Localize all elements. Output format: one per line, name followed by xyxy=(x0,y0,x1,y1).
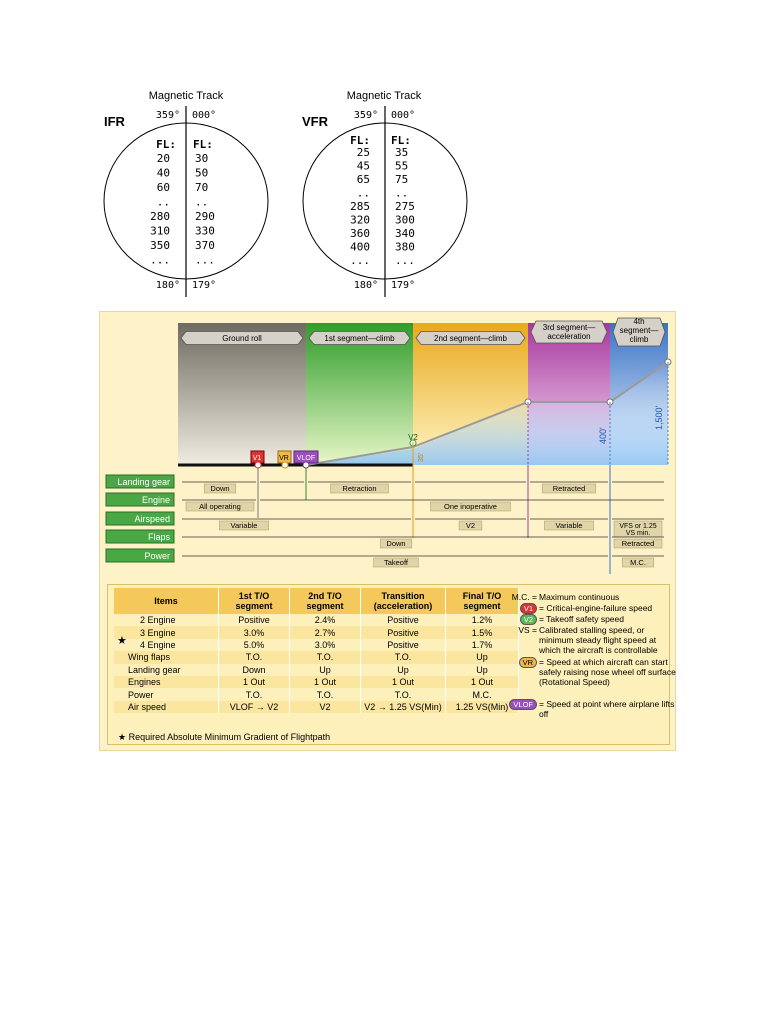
ifr-right-value: 70 xyxy=(195,181,209,194)
definition-symbol: V1 xyxy=(505,603,537,614)
vfr-right-value: 55 xyxy=(395,159,409,173)
phase-span-label: Down xyxy=(386,539,406,548)
table-header: Items xyxy=(114,588,219,614)
phase-row-label: Flaps xyxy=(147,532,170,542)
ifr-bottom-right: 179° xyxy=(192,280,217,291)
phase-span-label: Takeoff xyxy=(383,558,409,567)
ifr-left-value: 280 xyxy=(150,210,170,223)
definition-text: Maximum continuous xyxy=(539,592,620,602)
phase-span-label: Variable xyxy=(555,521,583,530)
phase-row-label: Power xyxy=(144,551,170,561)
table-row xyxy=(114,651,519,663)
vfr-label: VFR xyxy=(302,114,328,129)
ifr-right-value: .. xyxy=(195,195,209,209)
ifr-left-value: .. xyxy=(156,195,170,209)
table-cell: 1 Out xyxy=(361,676,446,688)
table-cell: 1.2% xyxy=(446,614,519,626)
phase-span-label: M.C. xyxy=(630,558,646,567)
table-row xyxy=(114,626,519,638)
v1-marker-label: V1 xyxy=(252,455,262,462)
vfr-left-value: 360 xyxy=(350,227,370,240)
footnote: ★ Required Absolute Minimum Gradient of Flightpath xyxy=(118,732,331,742)
table-row-name: Engines xyxy=(114,676,219,688)
table-cell: 1.7% xyxy=(446,639,519,651)
definition-text: = Takeoff safety speed xyxy=(539,614,624,624)
alt-1500-label: 1,500' xyxy=(654,405,664,430)
vfr-bottom-left: 180° xyxy=(353,280,378,291)
vfr-left-value: 285 xyxy=(350,200,370,213)
table-row xyxy=(114,676,519,688)
phase-row-label: Airspeed xyxy=(134,514,170,524)
vfr-left-value: 400 xyxy=(350,240,370,254)
table-cell: Positive xyxy=(219,614,290,626)
gradient-requirements-box xyxy=(107,584,676,745)
vfr-diagram xyxy=(302,90,467,297)
segment-label: climb xyxy=(629,335,649,344)
vfr-right-value: 380 xyxy=(395,240,415,254)
ifr-right-value: 30 xyxy=(195,152,209,165)
table-cell: Up xyxy=(361,664,446,676)
star-marker: ★ xyxy=(117,635,127,647)
vr-marker-label: VR xyxy=(279,455,289,462)
table-cell: T.O. xyxy=(290,651,361,663)
table-header: Transition (acceleration) xyxy=(361,588,446,614)
alt-400-label: 400' xyxy=(598,427,608,444)
table-cell: Down xyxy=(219,664,290,676)
table-cell: 1.25 VS(Min) xyxy=(446,701,519,713)
segment-label: acceleration xyxy=(547,332,591,341)
vfr-left-value: 45 xyxy=(356,159,370,173)
table-cell: Positive xyxy=(361,614,446,626)
segment-label: 2nd segment—climb xyxy=(434,334,507,343)
segment-label: Ground roll xyxy=(222,334,262,343)
phase-span-label: VFS or 1.25 xyxy=(619,523,657,530)
table-header: 1st T/O segment xyxy=(219,588,290,614)
segment-label: 1st segment—climb xyxy=(324,334,395,343)
ifr-left-value: 310 xyxy=(150,224,170,238)
vfr-left-value: 320 xyxy=(350,213,370,227)
ifr-left-value: 40 xyxy=(156,166,170,180)
table-cell: Positive xyxy=(361,626,446,638)
vfr-title: Magnetic Track xyxy=(346,90,422,102)
takeoff-segments-panel xyxy=(99,311,676,751)
definition-symbol: VS = xyxy=(518,625,537,635)
table-row-name: 4 Engine xyxy=(114,639,219,651)
table-cell: T.O. xyxy=(361,688,446,700)
ifr-title: Magnetic Track xyxy=(148,90,224,102)
table-cell: 3.0% xyxy=(290,639,361,651)
table-cell: 3.0% xyxy=(219,626,290,638)
vfr-left-value: 25 xyxy=(356,146,370,159)
table-row-name: 2 Engine xyxy=(114,614,219,626)
phase-span-label: Retracted xyxy=(552,484,586,493)
table-cell: 2.4% xyxy=(290,614,361,626)
table-row xyxy=(114,701,519,713)
v2-marker-label: V2 xyxy=(408,433,418,442)
table-cell: Up xyxy=(446,651,519,663)
table-cell: 5.0% xyxy=(219,639,290,651)
table-row-name: Wing flaps xyxy=(114,651,219,663)
ifr-diagram xyxy=(104,90,268,297)
phase-span-label: Variable xyxy=(230,521,258,530)
ifr-right-header: FL: xyxy=(193,138,213,151)
definition-text: = Critical-engine-failure speed xyxy=(539,603,653,613)
table-cell: V2 → 1.25 VS(Min) xyxy=(361,701,446,713)
table-cell: VLOF → V2 xyxy=(219,701,290,713)
phase-row-label: Landing gear xyxy=(117,477,170,487)
ifr-right-value: 370 xyxy=(195,239,215,252)
table-row-name: Air speed xyxy=(114,701,219,713)
vfr-left-value: 65 xyxy=(356,173,370,186)
table-cell: 1 Out xyxy=(219,676,290,688)
table-cell: T.O. xyxy=(219,651,290,663)
vfr-right-value: ... xyxy=(395,254,415,267)
ifr-right-value: 50 xyxy=(195,166,209,180)
table-cell: M.C. xyxy=(446,688,519,700)
definition-text: = Speed at point where airplane lifts off xyxy=(539,699,675,720)
ifr-left-value: ... xyxy=(150,253,170,267)
table-row xyxy=(114,639,519,651)
phase-span-label: V2 xyxy=(465,521,476,530)
ifr-left-header: FL: xyxy=(156,138,176,151)
vfr-right-value: 300 xyxy=(395,213,415,227)
table-cell: V2 xyxy=(290,701,361,713)
ifr-left-value: 20 xyxy=(156,152,170,165)
ifr-label: IFR xyxy=(104,114,125,129)
phase-row-label: Engine xyxy=(141,495,170,505)
definition-text: = Speed at which aircraft can start safely raising nose wheel off surface (Rotational Speed) xyxy=(539,657,676,688)
table-cell: 1.5% xyxy=(446,626,519,638)
definition-symbol: V2 xyxy=(505,614,537,625)
vfr-bottom-right: 179° xyxy=(391,280,416,291)
ifr-right-value: 290 xyxy=(195,210,215,223)
phase-span-label: VS min. xyxy=(625,530,651,537)
gradient-table xyxy=(114,588,519,713)
vfr-right-value: 275 xyxy=(395,200,415,213)
table-cell: T.O. xyxy=(361,651,446,663)
table-row xyxy=(114,614,519,626)
table-header: Final T/O segment xyxy=(446,588,519,614)
alt-35-label: 35' xyxy=(418,452,425,462)
vfr-right-value: .. xyxy=(395,186,409,200)
ifr-right-value: 330 xyxy=(195,224,215,238)
table-header: 2nd T/O segment xyxy=(290,588,361,614)
table-cell: Positive xyxy=(361,639,446,651)
vlof-marker-label: VLOF xyxy=(296,455,316,462)
table-cell: T.O. xyxy=(290,688,361,700)
vfr-top-left: 359° xyxy=(353,110,378,121)
table-row xyxy=(114,688,519,700)
table-row-name: 3 Engine xyxy=(114,626,219,638)
table-cell: T.O. xyxy=(219,688,290,700)
ifr-left-value: 350 xyxy=(150,239,170,252)
table-cell: 1 Out xyxy=(290,676,361,688)
ifr-right-value: ... xyxy=(195,253,215,267)
vfr-right-value: 35 xyxy=(395,146,409,159)
table-cell: 2.7% xyxy=(290,626,361,638)
vfr-left-value: .. xyxy=(356,186,370,200)
definition-symbol: VLOF xyxy=(505,699,537,710)
table-row-name: Power xyxy=(114,688,219,700)
ifr-top-left: 359° xyxy=(155,110,180,121)
vfr-left-header: FL: xyxy=(350,134,370,147)
phase-span-label: All operating xyxy=(199,502,241,511)
ifr-top-right: 000° xyxy=(192,110,217,121)
segment-label: 3rd segment— xyxy=(542,323,596,332)
table-row xyxy=(114,664,519,676)
definition-symbol: VR xyxy=(505,657,537,668)
phase-span-label: One inoperative xyxy=(444,502,497,511)
table-cell: Up xyxy=(446,664,519,676)
definition-symbol: M.C. = xyxy=(511,592,537,602)
vfr-right-value: 340 xyxy=(395,227,415,240)
takeoff-profile-chart xyxy=(100,312,677,582)
ifr-left-value: 60 xyxy=(156,181,170,194)
phase-span-label: Down xyxy=(210,484,230,493)
table-cell: Up xyxy=(290,664,361,676)
vfr-left-value: ... xyxy=(350,254,370,267)
semicircular-diagrams xyxy=(0,0,768,300)
table-cell: 1 Out xyxy=(446,676,519,688)
table-row-name: Landing gear xyxy=(114,664,219,676)
ifr-bottom-left: 180° xyxy=(155,280,180,291)
vfr-top-right: 000° xyxy=(391,110,416,121)
segment-label: 4th xyxy=(633,317,645,326)
phase-span-label: Retraction xyxy=(342,484,377,493)
vfr-right-value: 75 xyxy=(395,173,409,186)
definition-text: Calibrated stalling speed, or minimum steady flight speed at which the aircraft is controllable xyxy=(539,625,658,656)
vfr-right-header: FL: xyxy=(391,134,411,147)
segment-label: segment— xyxy=(619,326,659,335)
phase-span-label: Retracted xyxy=(621,539,655,548)
